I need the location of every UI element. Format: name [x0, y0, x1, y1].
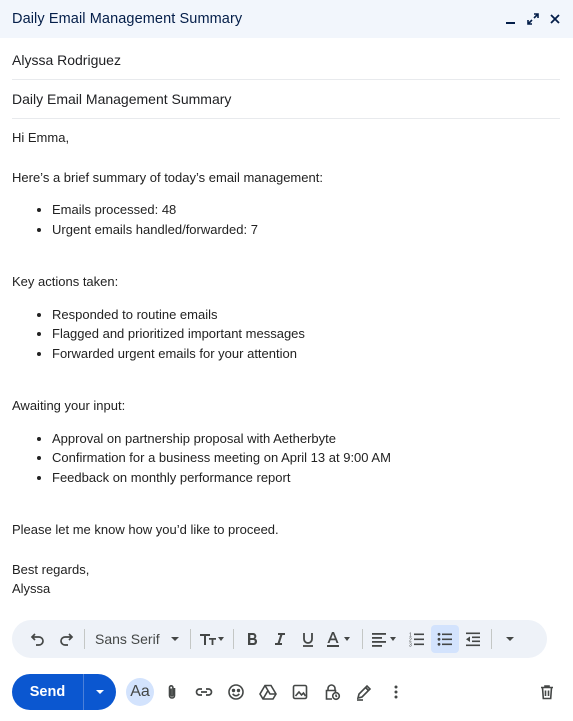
underline-button[interactable] [294, 625, 322, 653]
actions-heading: Key actions taken: [12, 274, 119, 289]
more-formatting-button[interactable] [496, 625, 524, 653]
toolbar-divider [362, 629, 363, 649]
caret-down-icon [94, 686, 106, 698]
undo-button[interactable] [24, 625, 52, 653]
text-color-button[interactable] [322, 625, 358, 653]
list-item: • Flagged and prioritized important messages [52, 324, 560, 344]
numbered-list-icon [408, 630, 426, 648]
list-item: • Emails processed: 48 [52, 200, 560, 220]
list-item: • Urgent emails handled/forwarded: 7 [52, 220, 560, 240]
window-controls [503, 11, 563, 27]
underline-icon [299, 630, 317, 648]
emoji-icon [227, 683, 245, 701]
list-item: • Feedback on monthly performance report [52, 468, 560, 488]
stats-list [12, 200, 560, 239]
undo-icon [29, 630, 47, 648]
toolbar-divider [491, 629, 492, 649]
send-button-group [12, 674, 116, 710]
subject-field[interactable] [12, 79, 560, 119]
toolbar-divider [84, 629, 85, 649]
attach-button[interactable] [156, 676, 188, 708]
text-color-icon [325, 630, 355, 648]
toolbar-divider [190, 629, 191, 649]
expand-icon [526, 12, 540, 26]
more-options-button[interactable] [380, 676, 412, 708]
drive-button[interactable] [252, 676, 284, 708]
bulleted-list-icon [436, 630, 454, 648]
message-body[interactable] [12, 128, 560, 599]
recipient-chip[interactable]: Alyssa Rodriguez [12, 51, 121, 68]
font-size-button[interactable] [195, 625, 229, 653]
close-button[interactable] [547, 11, 563, 27]
minimize-icon [504, 12, 518, 26]
pen-icon [355, 683, 373, 701]
compose-actions [12, 674, 567, 710]
svg-text:1: 1 [408, 632, 412, 639]
bold-button[interactable] [238, 625, 266, 653]
trash-icon [538, 683, 556, 701]
numbered-list-button[interactable] [403, 625, 431, 653]
lock-clock-icon [323, 683, 341, 701]
italic-icon [271, 630, 289, 648]
insert-photo-button[interactable] [284, 676, 316, 708]
formatting-toolbar [12, 620, 547, 658]
drive-icon [258, 683, 278, 701]
schedule-send-dropdown[interactable] [83, 674, 116, 710]
send-button[interactable]: Send [29, 684, 66, 700]
compose-header [0, 0, 573, 38]
subject-text: Daily Email Management Summary [12, 90, 232, 107]
paperclip-icon [163, 683, 181, 701]
more-vert-icon [387, 683, 405, 701]
signature: Alyssa [12, 581, 51, 596]
align-left-icon [370, 630, 400, 648]
list-item: • Responded to routine emails [52, 305, 560, 325]
confidential-mode-button[interactable] [316, 676, 348, 708]
input-heading: Awaiting your input: [12, 398, 126, 413]
caret-down-icon [504, 633, 516, 645]
input-list [12, 429, 560, 488]
redo-button[interactable] [52, 625, 80, 653]
recipient-field[interactable] [12, 40, 560, 80]
list-item: • Forwarded urgent emails for your attention [52, 344, 560, 364]
image-icon [291, 683, 309, 701]
emoji-button[interactable] [220, 676, 252, 708]
intro-line: Here’s a brief summary of today’s email management: [12, 169, 323, 185]
toolbar-divider [233, 629, 234, 649]
svg-text:2: 2 [408, 637, 412, 644]
font-selector[interactable] [89, 625, 186, 653]
link-icon [194, 683, 214, 701]
italic-button[interactable] [266, 625, 294, 653]
svg-text:3: 3 [408, 642, 412, 648]
close-icon [548, 12, 562, 26]
fullscreen-button[interactable] [525, 11, 541, 27]
indent-less-button[interactable] [459, 625, 487, 653]
minimize-button[interactable] [503, 11, 519, 27]
signature-button[interactable] [348, 676, 380, 708]
text-size-icon [198, 630, 226, 648]
actions-list [12, 305, 560, 364]
signoff: Best regards, [12, 561, 90, 577]
align-button[interactable] [367, 625, 403, 653]
formatting-options-button[interactable]: Aa [126, 678, 154, 706]
bulleted-list-button[interactable] [431, 625, 459, 653]
insert-link-button[interactable] [188, 676, 220, 708]
discard-draft-button[interactable] [531, 676, 563, 708]
compose-title: Daily Email Management Summary [12, 11, 243, 27]
font-name: Sans Serif [95, 631, 160, 647]
list-item: • Confirmation for a business meeting on April 13 at 9:00 AM [52, 448, 560, 468]
redo-icon [57, 630, 75, 648]
greeting: Hi Emma, [12, 130, 70, 145]
bold-icon [243, 630, 261, 648]
caret-down-icon [170, 634, 180, 644]
indent-less-icon [464, 630, 482, 648]
list-item: • Approval on partnership proposal with Aetherbyte [52, 429, 560, 449]
closing-line: Please let me know how you’d like to proceed. [12, 522, 279, 537]
